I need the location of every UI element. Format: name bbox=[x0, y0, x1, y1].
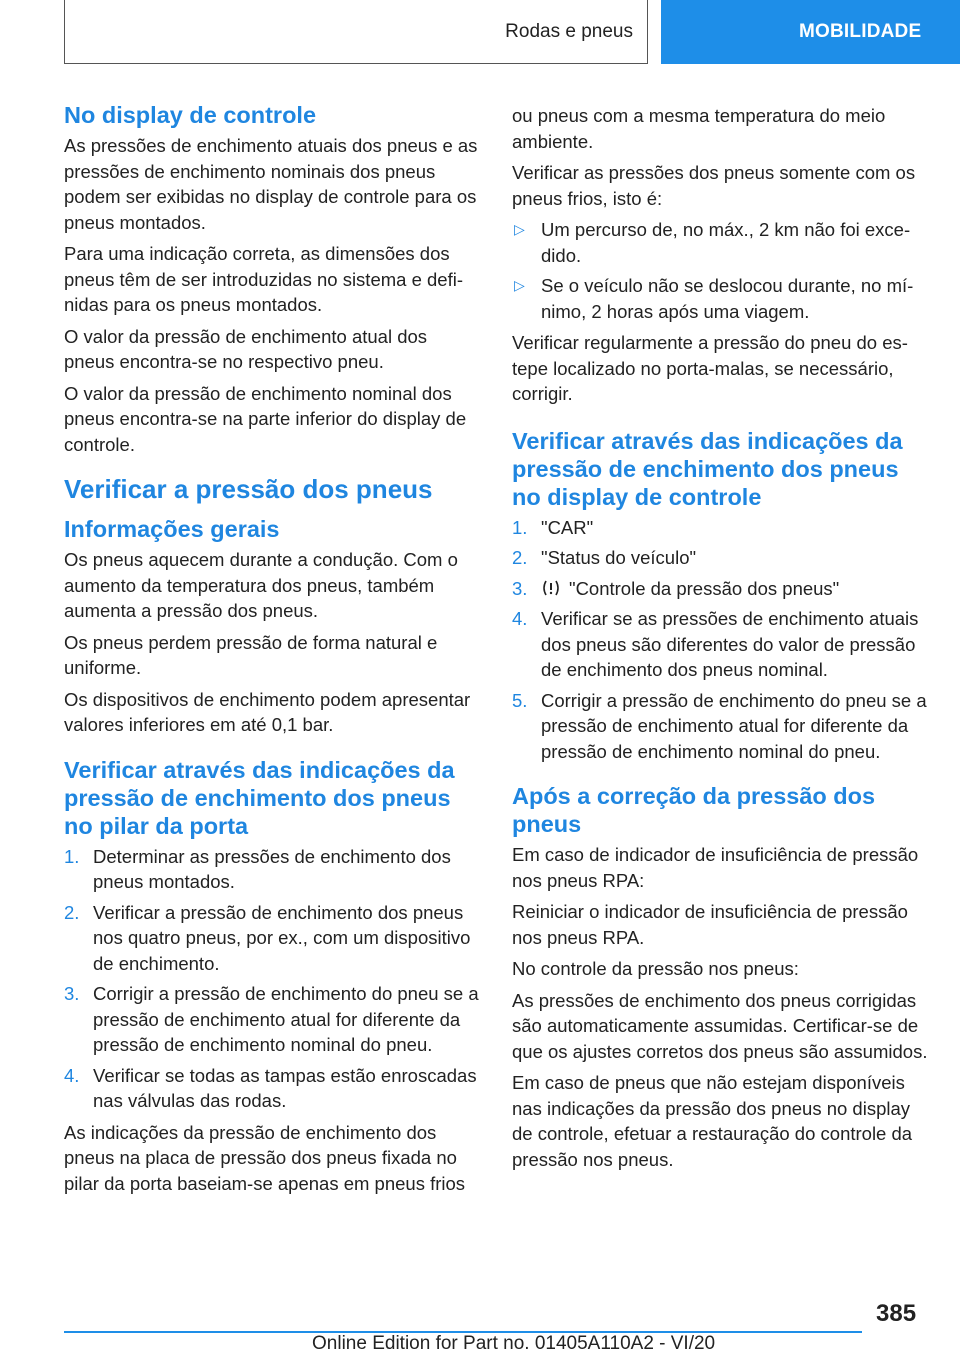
list-item: ▷ Se o veículo não se deslocou durante, no mínimo, 2 horas após uma viagem. bbox=[514, 275, 914, 322]
steps-list-pillar bbox=[64, 844, 480, 1114]
paragraph: As indicações da pressão de enchimento dos pneus na placa de pressão dos pneus fixada no pilar da porta baseiam-se apenas em pneus frios bbox=[64, 1121, 466, 1194]
paragraph: Para uma indicação correta, as dimensões dos pneus têm de ser introduzidas no sistema e definidas para os pneus montados. bbox=[64, 243, 463, 315]
header-chapter-title: MOBILIDADE bbox=[799, 21, 922, 42]
heading-pilar-porta: Verificar através das indicações da pressão de enchimento dos pneus no pilar da porta bbox=[64, 756, 455, 839]
header-chapter-tab bbox=[661, 0, 960, 64]
paragraph: O valor da pressão de enchimento nominal dos pneus encontra-se na parte inferior do display de controle. bbox=[64, 382, 467, 455]
header-section-box bbox=[64, 0, 648, 64]
paragraph: Os dispositivos de enchimento podem apresentar valores inferiores em até 0,1 bar. bbox=[64, 688, 471, 735]
list-item: 4. Verificar se as pressões de enchimento atuais dos pneus são diferentes do valor de pressão de enchimento dos pneus nominal. bbox=[512, 608, 919, 680]
tire-pressure-warning-icon bbox=[541, 579, 561, 597]
header-section-title: Rodas e pneus bbox=[505, 20, 633, 42]
bullet-list bbox=[512, 217, 928, 324]
paragraph: Os pneus perdem pressão de forma natural e uniforme. bbox=[64, 631, 438, 678]
triangle-bullet-icon: ▷ bbox=[514, 221, 525, 237]
heading-verificar-pressao: Verificar a pressão dos pneus bbox=[64, 474, 433, 504]
heading-informacoes-gerais: Informações gerais bbox=[64, 516, 280, 542]
paragraph: Verificar regularmente a pressão do pneu do estepe localizado no porta-malas, se necessário, corrigir. bbox=[512, 332, 908, 404]
list-item: 3. "Controle da pressão dos pneus" bbox=[512, 577, 840, 599]
left-column bbox=[64, 101, 480, 1202]
right-column bbox=[512, 103, 928, 1178]
paragraph: As pressões de enchimento dos pneus corrigidas são automaticamente assumidas. Certificar-se de que os ajustes corretos dos pneus são assumidos. bbox=[512, 989, 928, 1062]
paragraph: O valor da pressão de enchimento atual dos pneus encontra-se no respectivo pneu. bbox=[64, 325, 428, 372]
list-item: 2. Verificar a pressão de enchimento dos pneus nos quatro pneus, por ex., com um dispositivo de enchimento. bbox=[64, 901, 471, 974]
list-item: 1. Determinar as pressões de enchimento dos pneus montados. bbox=[64, 845, 451, 892]
list-item: ▷ Um percurso de, no máx., 2 km não foi excedido. bbox=[514, 219, 911, 266]
paragraph: Verificar as pressões dos pneus somente com os pneus frios, isto é: bbox=[512, 162, 916, 209]
edition-note: Online Edition for Part no. 01405A110A2 - VI/20 bbox=[312, 1333, 716, 1354]
page-number: 385 bbox=[876, 1300, 917, 1327]
list-item: 5. Corrigir a pressão de enchimento do pneu se a pressão de enchimento atual for diferente da pressão de enchimento nominal do pneu. bbox=[512, 689, 927, 762]
triangle-bullet-icon: ▷ bbox=[514, 277, 525, 293]
list-item: 3. Corrigir a pressão de enchimento do pneu se a pressão de enchimento atual for diferente da pressão de enchimento nominal do pneu. bbox=[64, 983, 479, 1055]
paragraph: Em caso de pneus que não estejam disponíveis nas indicações da pressão dos pneus no display de controle, efetuar a restauração do controle da pressão nos pneus. bbox=[512, 1072, 913, 1170]
heading-apos-correcao: Após a correção da pressão dos pneus bbox=[512, 783, 876, 837]
paragraph: As pressões de enchimento atuais dos pneus e as pressões de enchimento nominais dos pneus podem ser exibidas no display de controle para os pneus montados. bbox=[64, 135, 478, 233]
list-item: 1. "CAR" bbox=[512, 516, 594, 538]
paragraph: No controle da pressão nos pneus: bbox=[512, 958, 799, 979]
paragraph: Os pneus aquecem durante a condução. Com o aumento da temperatura dos pneus, também aumenta a pressão dos pneus. bbox=[64, 549, 458, 621]
paragraph: ou pneus com a mesma temperatura do meio ambiente. bbox=[512, 105, 886, 152]
paragraph: Em caso de indicador de insuficiência de pressão nos pneus RPA: bbox=[512, 844, 919, 891]
heading-display-controle: No display de controle bbox=[64, 102, 317, 128]
steps-list-display bbox=[512, 515, 928, 765]
list-item: 2. "Status do veículo" bbox=[512, 547, 697, 568]
heading-display-controle-check: Verificar através das indicações da pressão de enchimento dos pneus no display de controle bbox=[512, 427, 903, 510]
list-item: 4. Verificar se todas as tampas estão enroscadas nas válvulas das rodas. bbox=[64, 1064, 477, 1111]
paragraph: Reiniciar o indicador de insuficiência de pressão nos pneus RPA. bbox=[512, 901, 908, 948]
